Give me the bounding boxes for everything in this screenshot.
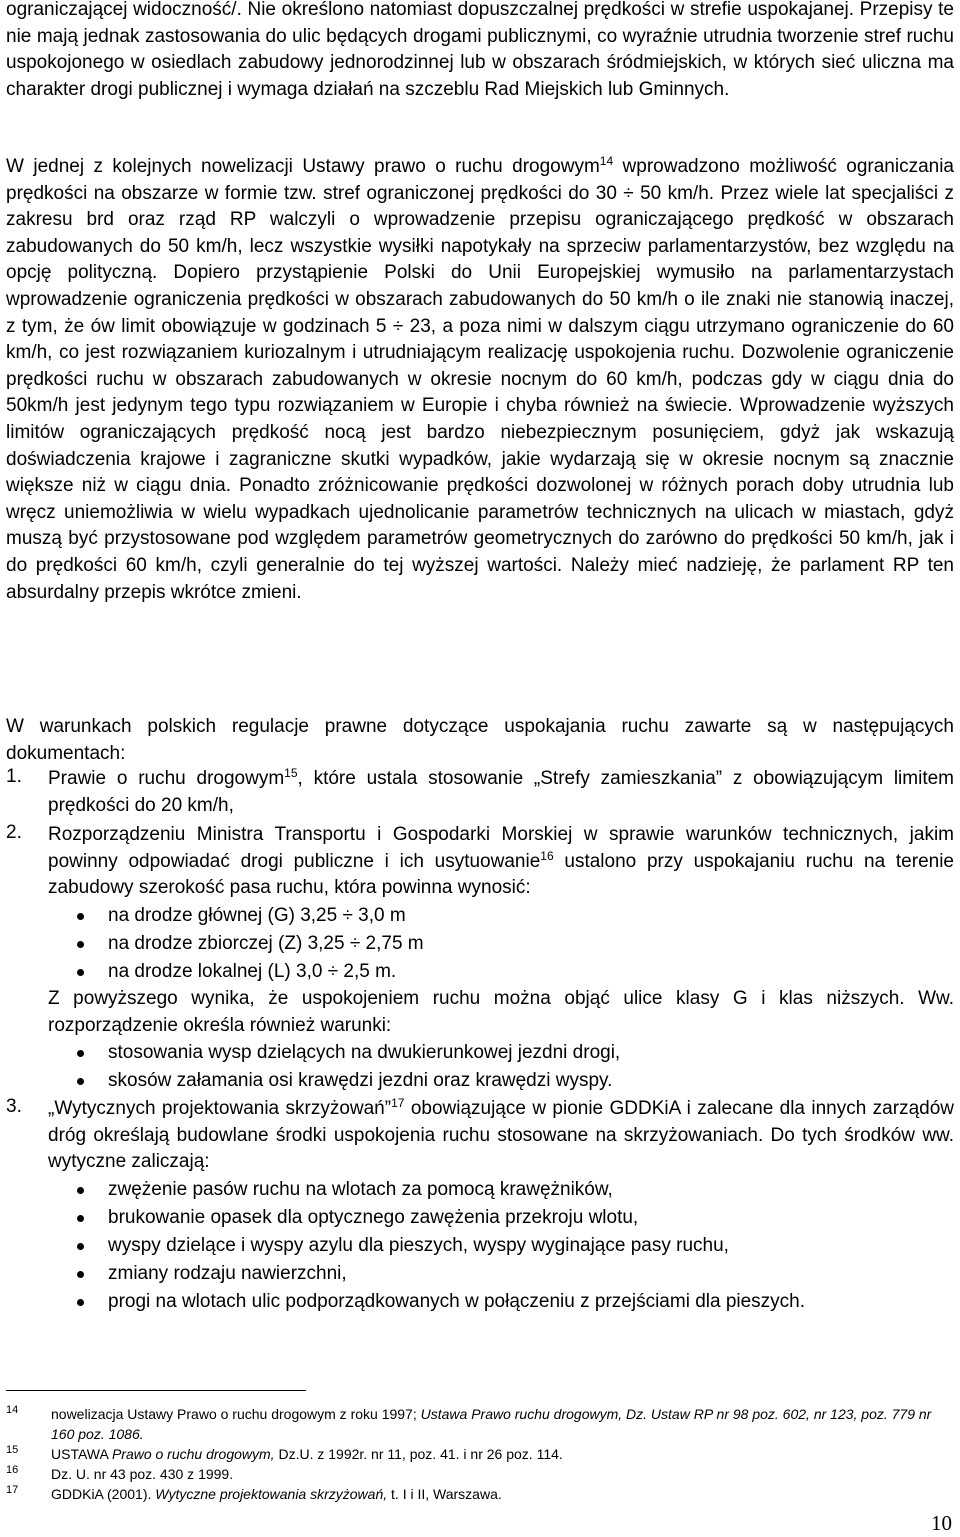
footnote-separator: [6, 1390, 306, 1391]
list-item: [108, 1176, 954, 1204]
item-text-start: „Wytycznych projektowania skrzyżowań”: [48, 1098, 392, 1120]
item-followup-text: Z powyższego wynika, że uspokojeniem ruchu można objąć ulice klasy G i klas niższych. Ww. rozporządzenie określa również warunki:: [48, 987, 954, 1036]
intro-paragraph: ograniczającej widoczność/. Nie określono natomiast dopuszczalnej prędkości w strefie uspokajanej. Przepisy te nie mają jednak zastosowania do ulic będących drogami publicznymi, co wyraźnie utrudnia tworzenie stref ruchu uspokojonego w osiedlach zabudowy jednorodzinnej lub w obszarach śródmiejskich, w których sieć uliczna ma charakter drogi publicznej i wymaga działań na szczeblu Rad Miejskich lub Gminnych.: [6, 0, 954, 100]
regulation-item-3: [6, 1096, 954, 1316]
list-item-text: wyspy dzielące i wyspy azylu dla pieszych, wyspy wyginające pasy ruchu,: [108, 1234, 729, 1256]
footnote-ref-16[interactable]: 16: [540, 848, 554, 863]
footnote-italic-text: Ustawa Prawo ruchu drogowym, Dz. Ustaw RP nr 98 poz. 602, nr 123, poz. 779 nr 160 poz. 1086.: [51, 1406, 932, 1442]
item-text: [48, 766, 954, 819]
regulations-intro-paragraph: W warunkach polskich regulacje prawne dotyczące uspokajania ruchu zawarte są w następujących dokumentach:: [6, 716, 954, 764]
list-item: [108, 1288, 954, 1316]
bullet-icon: [77, 1215, 84, 1222]
footnote-ref-14[interactable]: 14: [599, 154, 614, 168]
bullet-icon: [77, 941, 84, 948]
item-text: [48, 1096, 954, 1176]
item-text-start: Prawie o ruchu drogowym: [48, 768, 285, 789]
footnote-ref-15[interactable]: 15: [284, 766, 298, 780]
bullet-icon: [77, 969, 84, 976]
amendment-text-rest: wprowadzono możliwość ograniczania prędkości na obszarze w formie tzw. stref ograniczonej prędkości do 30 ÷ 50 km/h. Przez wiele lat specjaliści z zakresu brd oraz rząd RP walczyli o wprowadzenie przepisu ograniczającego prędkość w obszarach zabudowanych do 50 km/h, lecz wszystkie wysiłki napotykały na sprzeciw parlamentarzystów, bez względu na opcję polityczną. Dopiero przystąpienie Polski do Unii Europejskiej wymusiło na parlamentarzystach wprowadzenie ograniczenia prędkości w obszarach zabudowanych do 50 km/h o ile znaki nie stanowią inaczej, z tym, że ów limit obowiązuje w godzinach 5 ÷ 23, a poza nimi w dalszym ciągu utrzymano ograniczenie do 60 km/h, co jest rozwiązaniem kuriozalnym i utrudniającym realizację uspokojenia ruchu. Dozwolenie ograniczenie prędkości ruchu w obszarach zabudowanych w okresie nocnym do 60 km/h, podczas gdy w ciągu dnia do 50km/h jest jedynym tego typu rozwiązaniem w Europie i chyba również na świecie. Wprowadzenie wyższych limitów ograniczających prędkość nocą jest bardzo niebezpiecznym posunięciem, gdyż jak wskazują doświadczenia krajowe i zagraniczne skutki wypadków, jakie wydarzają się w okresie nocnym są znacznie większe niż w ciągu dnia. Ponadto zróżnicowanie prędkości dozwolonej w różnych porach doby utrudnia lub wręcz uniemożliwia w wielu wypadkach ujednolicanie parametrów technicznych na ulicach w miastach, gdyż muszą być przystosowane pod względem parametrów geometrycznych do zarówno do prędkości 50 km/h, jak i do prędkości 60 km/h, czyli generalnie do tej wyższej wartości. Należy mieć nadzieję, że parlament RP ten absurdalny przepis wkrótce zmieni.: [6, 156, 954, 603]
footnote-italic-text: Wytyczne projektowania skrzyżowań,: [155, 1486, 388, 1502]
list-item-text: na drodze lokalnej (L) 3,0 ÷ 2,5 m.: [108, 960, 397, 982]
bullet-icon: [77, 1299, 84, 1306]
list-item: [108, 902, 954, 930]
footnote-text: Dz. U. nr 43 poz. 430 z 1999.: [51, 1466, 234, 1482]
regulation-item-1: [6, 766, 954, 819]
conditions-list: [6, 1039, 954, 1095]
amendment-paragraph: [6, 154, 954, 606]
bullet-icon: [77, 1243, 84, 1250]
bullet-icon: [77, 913, 84, 920]
bullet-icon: [77, 1078, 84, 1085]
list-item: [108, 1067, 954, 1095]
item-text-start: Rozporządzeniu Ministra Transportu i Gospodarki Morskiej w sprawie warunków technicznych, jakim powinny odpowiadać drogi publiczne i ich usytuowanie: [48, 824, 954, 872]
footnote-14: [6, 1404, 954, 1444]
item-number: 1.: [6, 766, 22, 787]
calming-measures-list: [6, 1176, 954, 1316]
bullet-icon: [77, 1050, 84, 1057]
footnote-number: 17: [6, 1484, 19, 1496]
regulations-list: [6, 766, 954, 1316]
list-item: [108, 1260, 954, 1288]
footnote-number: 14: [6, 1404, 19, 1416]
list-item-text: na drodze głównej (G) 3,25 ÷ 3,0 m: [108, 904, 406, 926]
footnote-text: GDDKiA (2001).: [51, 1486, 156, 1502]
list-item-text: skosów załamania osi krawędzi jezdni oraz krawędzi wyspy.: [108, 1070, 613, 1092]
list-item-text: brukowanie opasek dla optycznego zawężenia przekroju wlotu,: [108, 1206, 639, 1228]
list-item: [108, 930, 954, 958]
footnote-italic-text: Prawo o ruchu drogowym,: [111, 1446, 275, 1462]
bullet-icon: [77, 1271, 84, 1278]
list-item-text: stosowania wysp dzielących na dwukierunkowej jezdni drogi,: [108, 1042, 621, 1064]
footnote-text: nowelizacja Ustawy Prawo o ruchu drogowym z roku 1997;: [51, 1406, 421, 1422]
list-item: [108, 1232, 954, 1260]
item-text: [48, 822, 954, 902]
item-text-rest: ustalono przy uspokajaniu ruchu na terenie zabudowy szerokość pasa ruchu, która powinna wynosić:: [48, 850, 954, 899]
bullet-icon: [77, 1187, 84, 1194]
footnote-16: [6, 1464, 954, 1484]
footnote-text: USTAWA: [51, 1446, 112, 1462]
regulation-item-2: [6, 822, 954, 1095]
item-text-rest: , które ustala stosowanie „Strefy zamieszkania” z obowiązującym limitem prędkości do 20 km/h,: [48, 768, 954, 816]
list-item-text: zmiany rodzaju nawierzchni,: [108, 1262, 347, 1284]
footnote-tail-text: t. I i II, Warszawa.: [387, 1486, 502, 1502]
item-number: 2.: [6, 822, 22, 844]
list-item: [108, 1204, 954, 1232]
footnote-number: 15: [6, 1444, 19, 1456]
footnote-15: [6, 1444, 954, 1464]
footnotes: [6, 1404, 954, 1504]
page-number: 10: [931, 1511, 952, 1535]
list-item-text: na drodze zbiorczej (Z) 3,25 ÷ 2,75 m: [108, 932, 424, 954]
footnote-ref-17[interactable]: 17: [391, 1096, 405, 1111]
amendment-text-start: W jednej z kolejnych nowelizacji Ustawy prawo o ruchu drogowym: [6, 156, 600, 177]
list-item: [108, 1039, 954, 1067]
list-item-text: progi na wlotach ulic podporządkowanych w połączeniu z przejściami dla pieszych.: [108, 1290, 806, 1312]
footnote-17: [6, 1484, 954, 1504]
list-item: [108, 958, 954, 986]
item-number: 3.: [6, 1096, 22, 1118]
footnote-tail-text: Dz.U. z 1992r. nr 11, poz. 41. i nr 26 poz. 114.: [274, 1446, 563, 1462]
item-text-rest: obowiązujące w pionie GDDKiA i zalecane dla innych zarządów dróg określają budowlane środki uspokojenia ruchu stosowane na skrzyżowaniach. Do tych środków ww. wytyczne zaliczają:: [48, 1098, 954, 1173]
lane-width-list: [6, 902, 954, 986]
footnote-number: 16: [6, 1464, 19, 1476]
list-item-text: zwężenie pasów ruchu na wlotach za pomocą krawężników,: [108, 1178, 613, 1200]
